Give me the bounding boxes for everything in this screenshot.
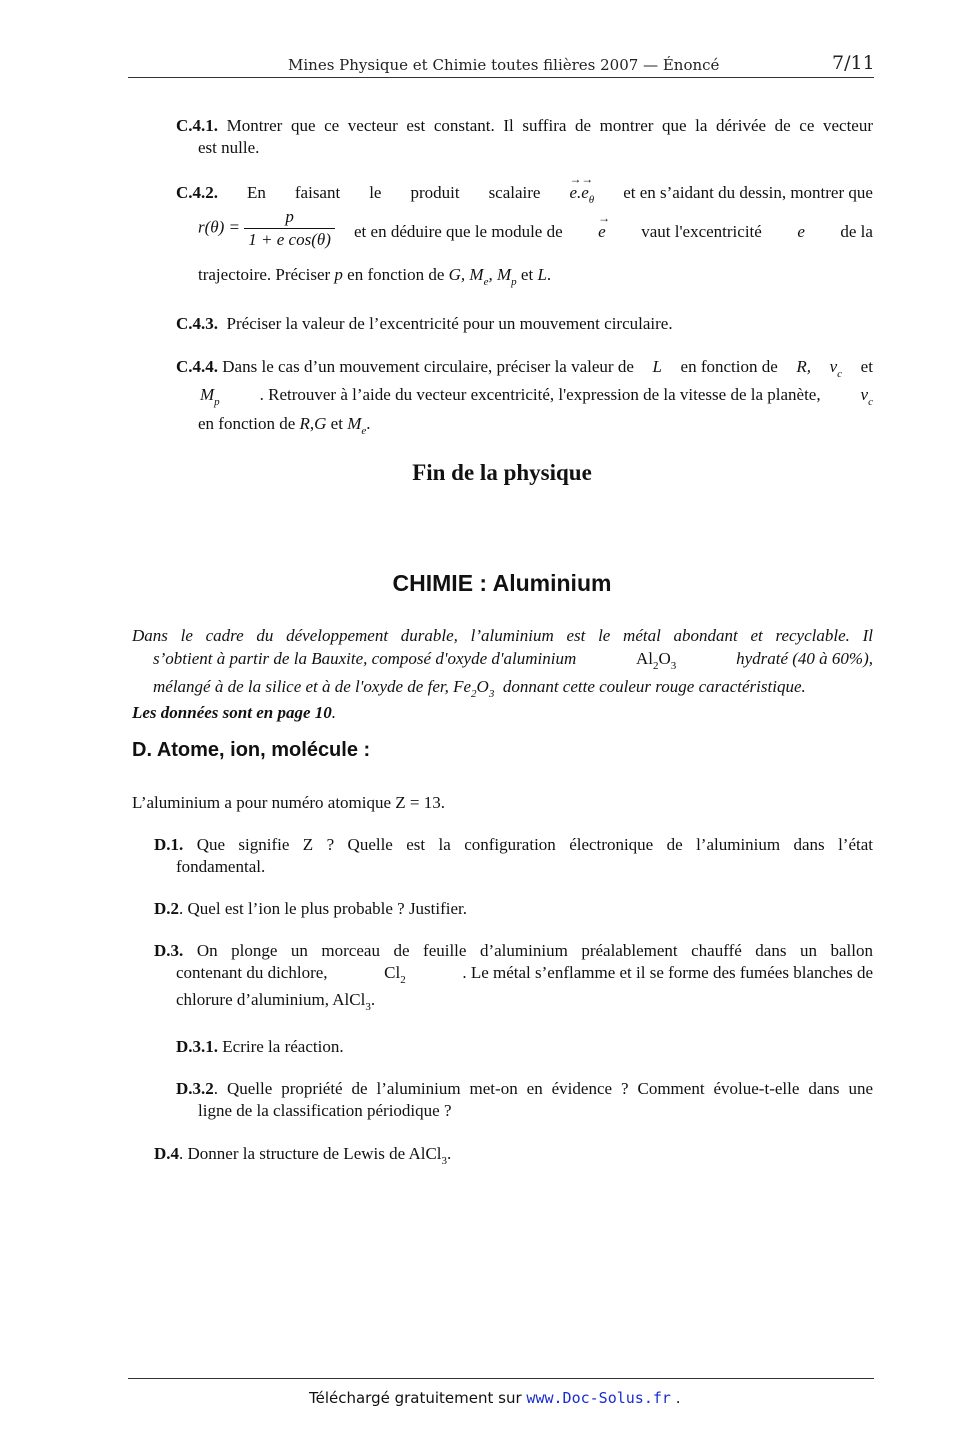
question-d3-line3: chlorure d’aluminium, AlCl$_3$. (176, 990, 376, 1013)
question-d3-line1 (154, 940, 873, 962)
question-number: D.3. (154, 941, 184, 960)
intro-text: hydraté (40 à 60%), (736, 649, 873, 668)
question-text: et en s’aidant du dessin, montrer que (623, 183, 873, 202)
question-number: D.3.1. (176, 1037, 219, 1056)
variable-L: L (652, 357, 662, 376)
question-text: contenant du dichlore, (176, 963, 328, 982)
question-d32-line2: ligne de la classification périodique ? (198, 1101, 452, 1120)
word: scalaire (488, 183, 541, 202)
formula-r-theta (198, 206, 335, 251)
question-text: . Quel est l’ion le plus probable ? Justifier. (179, 899, 468, 918)
question-text: et (330, 414, 343, 433)
question-text: vaut l'excentricité (641, 222, 762, 241)
question-text: de la (840, 222, 873, 241)
intro-line1: Dans le cadre du développement durable, l’aluminium est le métal abondant et recyclable. Il (132, 626, 873, 645)
footer-rule (128, 1378, 874, 1379)
question-d3-line2: contenant du dichlore, $Cl_2$ . Le métal s’enflamme et il se forme des fumées blanches de (176, 963, 873, 986)
intro-text: mélangé à de la silice et à de l'oxyde de fer, (153, 677, 449, 696)
word: En (247, 183, 266, 202)
page-number: 7/11 (832, 52, 875, 74)
header-rule (128, 77, 874, 78)
question-text: en fonction de (347, 265, 445, 284)
question-c41-line2: est nulle. (198, 138, 260, 157)
question-c44-line3: en fonction de R,G et $M_e$. (198, 414, 371, 437)
formula-denominator: 1 + e cos(θ) (248, 230, 331, 249)
question-text: . Donner la structure de Lewis de (179, 1144, 406, 1163)
footer-dot: . (675, 1389, 681, 1407)
question-text: en fonction de (680, 357, 778, 376)
end-physics-title: Fin de la physique (412, 460, 592, 485)
intro-text: s’obtient à partir de la Bauxite, composé d'oxyde d'aluminium (153, 649, 577, 668)
question-d31 (176, 1036, 344, 1058)
question-text: . Le métal s’enflamme et il se forme des fumées blanches de (462, 963, 873, 982)
question-c42-line1 (176, 182, 873, 206)
question-c42-line3: trajectoire. Préciser p en fonction de G, $M_e$, $M_p$ et L. (198, 265, 552, 288)
question-c44-line1: C.4.4. Dans le cas d’un mouvement circulaire, préciser la valeur de L en fonction de R, $v_c$ et (176, 357, 873, 380)
question-text: Que signifie Z ? Quelle est la configuration électronique de l’aluminium dans l’état (196, 835, 873, 854)
question-number: C.4.4. (176, 357, 219, 376)
section-d-title: D. Atome, ion, molécule : (132, 739, 371, 761)
question-d1-line2: fondamental. (176, 857, 266, 876)
footer-text: Téléchargé gratuitement sur (309, 1389, 522, 1407)
variable-p: p (334, 265, 343, 284)
question-text: Ecrire la réaction. (222, 1037, 344, 1056)
word: produit (410, 183, 460, 202)
footer (309, 1389, 680, 1407)
question-number: D.1. (154, 835, 184, 854)
question-text: Dans le cas d’un mouvement circulaire, préciser la valeur de (222, 357, 634, 376)
chemistry-title: CHIMIE : Aluminium (392, 570, 612, 596)
data-note: Les données sont en page 10. (132, 703, 336, 722)
question-c41-line1 (176, 115, 873, 137)
question-number: D.4 (154, 1144, 180, 1163)
question-c42-line2: et en déduire que le module de → e vaut l'excentricité e de la (354, 221, 873, 243)
question-number: C.4.3. (176, 314, 219, 333)
section-d-intro: L’aluminium a pour numéro atomique Z = 13. (132, 793, 446, 812)
scalar-product: → $e.\to e_\theta$ (569, 182, 594, 206)
running-header: Mines Physique et Chimie toutes filières 2007 — Énoncé (288, 56, 720, 74)
question-text: . Retrouver à l’aide du vecteur excentricité, l'expression de la vitesse de la planète, (259, 385, 821, 404)
question-text: et (520, 265, 534, 284)
question-d4: D.4. Donner la structure de Lewis de AlCl$_3$. (154, 1144, 452, 1167)
word: faisant (294, 183, 341, 202)
question-text: Montrer que ce vecteur est constant. Il suffira de montrer que la dérivée de ce vecteur (226, 116, 874, 135)
question-d2 (154, 898, 467, 920)
question-number: C.4.1. (176, 116, 219, 135)
question-number: C.4.2. (176, 183, 219, 202)
word: le (369, 183, 382, 202)
question-d32-line1 (176, 1078, 873, 1100)
question-c44-line2: $M_p$ . Retrouver à l’aide du vecteur excentricité, l'expression de la vitesse de la planète, $v_c$ (200, 385, 873, 408)
question-c43 (176, 313, 673, 335)
question-text: Préciser la valeur de l’excentricité pour un mouvement circulaire. (226, 314, 673, 333)
footer-link[interactable]: www.Doc-Solus.fr (526, 1389, 671, 1407)
question-number: D.3.2 (176, 1079, 214, 1098)
question-text: chlorure d’aluminium, (176, 990, 329, 1009)
question-number: D.2 (154, 899, 180, 918)
question-text: et en déduire que le module de (354, 222, 563, 241)
intro-line3: mélangé à de la silice et à de l'oxyde de fer, $Fe_2O_3$ donnant cette couleur rouge caractéristique. (153, 677, 806, 700)
formula-lhs: r(θ) = (198, 217, 241, 237)
variable-R: R, (796, 357, 812, 376)
formula-numerator: p (244, 206, 335, 229)
question-text: en fonction de (198, 414, 296, 433)
question-text: trajectoire. Préciser (198, 265, 331, 284)
question-d1-line1 (154, 834, 873, 856)
intro-text: donnant cette couleur rouge caractéristique. (502, 677, 806, 696)
intro-line2: s’obtient à partir de la Bauxite, composé d'oxyde d'aluminium $Al_2O_3$ hydraté (40 à 60%), (153, 649, 873, 672)
data-note-text: Les données sont en page 10 (132, 703, 332, 722)
question-text: . Quelle propriété de l’aluminium met-on en évidence ? Comment évolue-t-elle dans une (213, 1079, 873, 1098)
variable-e: e (797, 222, 805, 241)
question-text: On plonge un morceau de feuille d’aluminium préalablement chauffé dans un ballon (196, 941, 873, 960)
question-text: et (860, 357, 873, 376)
